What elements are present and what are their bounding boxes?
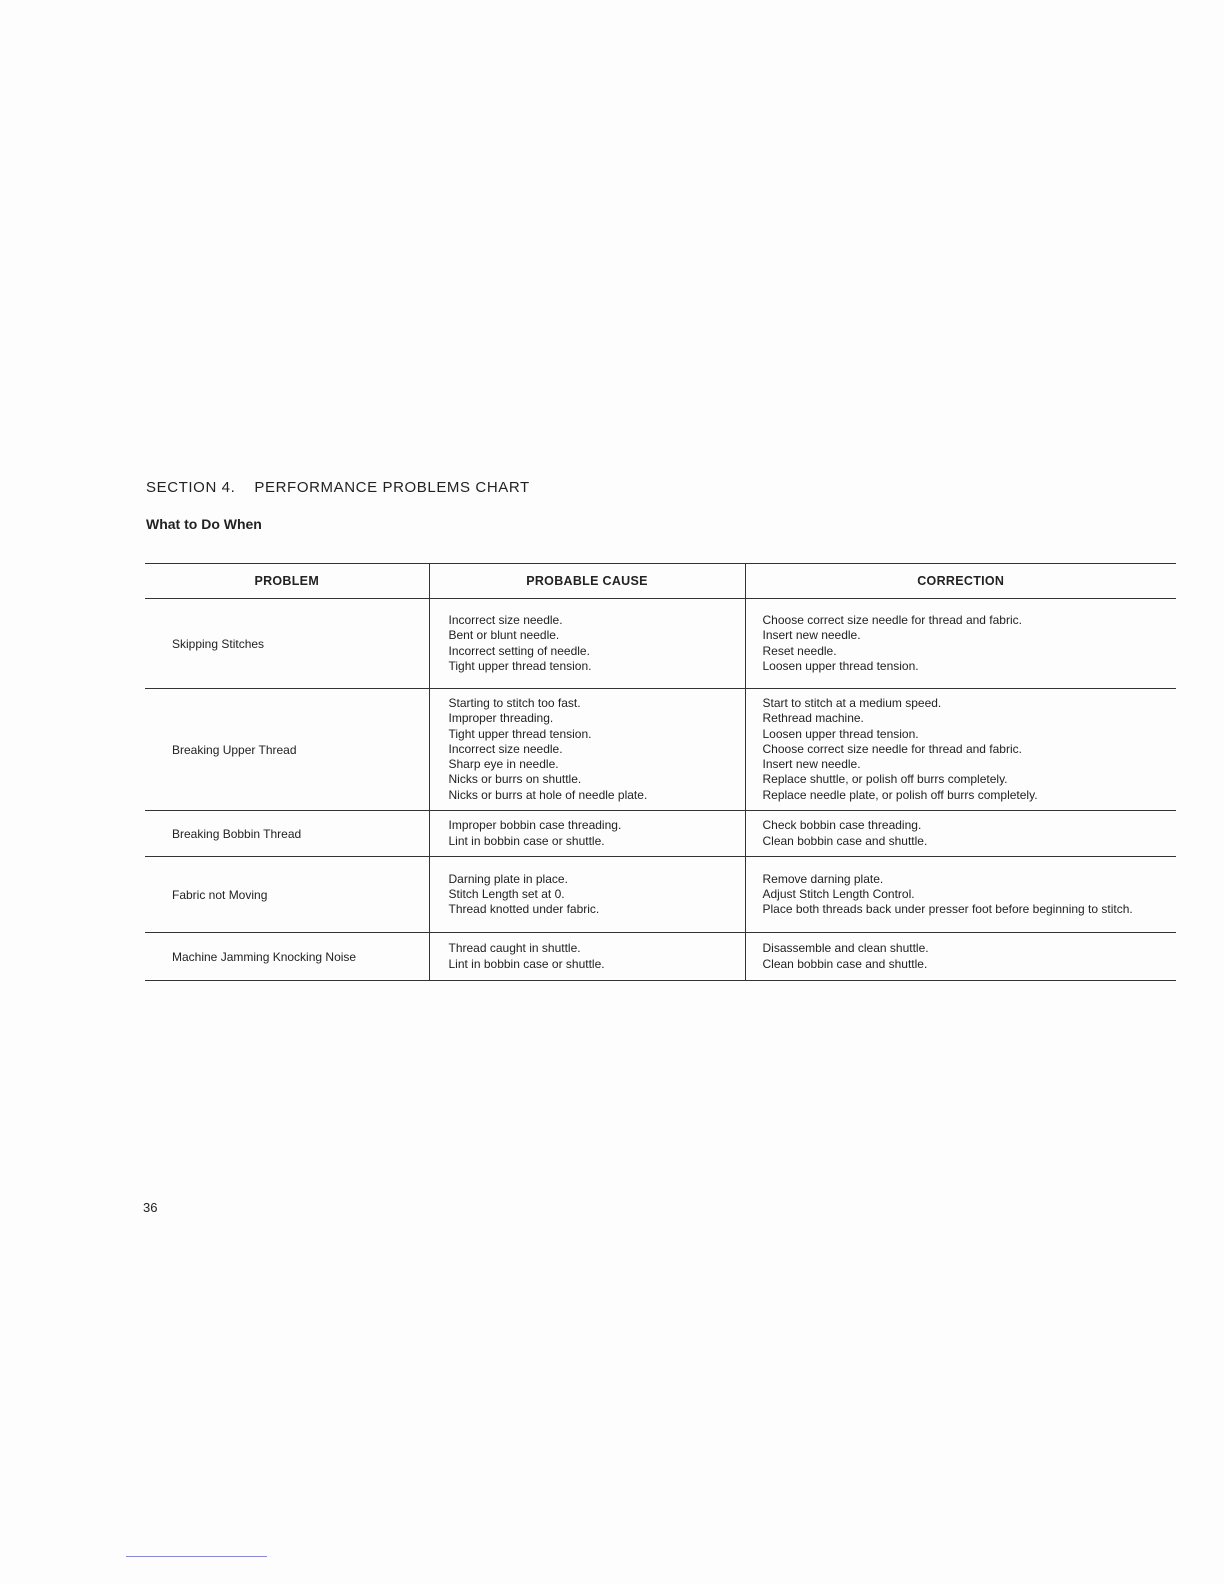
header-correction: CORRECTION	[745, 564, 1176, 599]
correction-line: Clean bobbin case and shuttle.	[762, 956, 928, 971]
header-problem: PROBLEM	[145, 564, 429, 599]
correction-line: Adjust Stitch Length Control.	[762, 886, 915, 901]
chart-subtitle: What to Do When	[146, 516, 262, 532]
cause-line: Thread caught in shuttle.	[448, 941, 581, 956]
correction-cell	[745, 599, 1176, 689]
table-row	[145, 689, 1176, 811]
cause-line: Incorrect size needle.	[448, 612, 563, 627]
correction-line: Clean bobbin case and shuttle.	[762, 833, 928, 848]
correction-line: Choose correct size needle for thread and fabric.	[762, 612, 1022, 627]
cause-line: Sharp eye in needle.	[448, 757, 559, 772]
correction-line: Insert new needle.	[762, 628, 861, 643]
cause-line: Incorrect setting of needle.	[448, 643, 590, 658]
problem-cell: Breaking Upper Thread	[145, 689, 429, 811]
header-probable-cause: PROBABLE CAUSE	[429, 564, 745, 599]
table-row	[145, 857, 1176, 933]
cause-cell	[429, 933, 745, 981]
correction-line: Reset needle.	[762, 643, 837, 658]
cause-line: Nicks or burrs at hole of needle plate.	[448, 787, 648, 802]
cause-cell	[429, 689, 745, 811]
correction-line: Rethread machine.	[762, 711, 864, 726]
correction-line: Disassemble and clean shuttle.	[762, 941, 929, 956]
cause-line: Improper threading.	[448, 711, 554, 726]
correction-line: Remove darning plate.	[762, 871, 884, 886]
table-row	[145, 933, 1176, 981]
correction-cell	[745, 933, 1176, 981]
problem-cell: Fabric not Moving	[145, 857, 429, 933]
correction-cell	[745, 857, 1176, 933]
correction-line: Place both threads back under presser foot before beginning to stitch.	[762, 902, 1133, 917]
table-header-row	[145, 564, 1176, 599]
correction-line: Check bobbin case threading.	[762, 818, 922, 833]
correction-cell	[745, 689, 1176, 811]
section-title: SECTION 4. PERFORMANCE PROBLEMS CHART	[146, 479, 530, 496]
cause-cell	[429, 599, 745, 689]
correction-line: Replace needle plate, or polish off burrs completely.	[762, 787, 1038, 802]
page-number: 36	[143, 1200, 158, 1215]
table-row	[145, 811, 1176, 857]
cause-cell	[429, 857, 745, 933]
table-row	[145, 599, 1176, 689]
correction-line: Insert new needle.	[762, 757, 861, 772]
cause-line: Starting to stitch too fast.	[448, 695, 581, 710]
cause-line: Stitch Length set at 0.	[448, 886, 565, 901]
cause-line: Tight upper thread tension.	[448, 726, 592, 741]
cause-line: Lint in bobbin case or shuttle.	[448, 833, 605, 848]
cause-line: Darning plate in place.	[448, 871, 568, 886]
cause-line: Lint in bobbin case or shuttle.	[448, 956, 605, 971]
cause-line: Tight upper thread tension.	[448, 658, 592, 673]
bottom-divider	[126, 1556, 267, 1557]
problem-cell: Skipping Stitches	[145, 599, 429, 689]
cause-line: Incorrect size needle.	[448, 741, 563, 756]
cause-line: Improper bobbin case threading.	[448, 818, 622, 833]
problem-cell: Machine Jamming Knocking Noise	[145, 933, 429, 981]
correction-line: Start to stitch at a medium speed.	[762, 695, 942, 710]
cause-line: Nicks or burrs on shuttle.	[448, 772, 582, 787]
correction-line: Loosen upper thread tension.	[762, 658, 919, 673]
performance-problems-table	[145, 563, 1176, 981]
correction-cell	[745, 811, 1176, 857]
cause-cell	[429, 811, 745, 857]
correction-line: Replace shuttle, or polish off burrs completely.	[762, 772, 1008, 787]
cause-line: Bent or blunt needle.	[448, 628, 560, 643]
problem-cell: Breaking Bobbin Thread	[145, 811, 429, 857]
cause-line: Thread knotted under fabric.	[448, 902, 600, 917]
correction-line: Loosen upper thread tension.	[762, 726, 919, 741]
table-body	[145, 599, 1176, 981]
correction-line: Choose correct size needle for thread and fabric.	[762, 741, 1022, 756]
